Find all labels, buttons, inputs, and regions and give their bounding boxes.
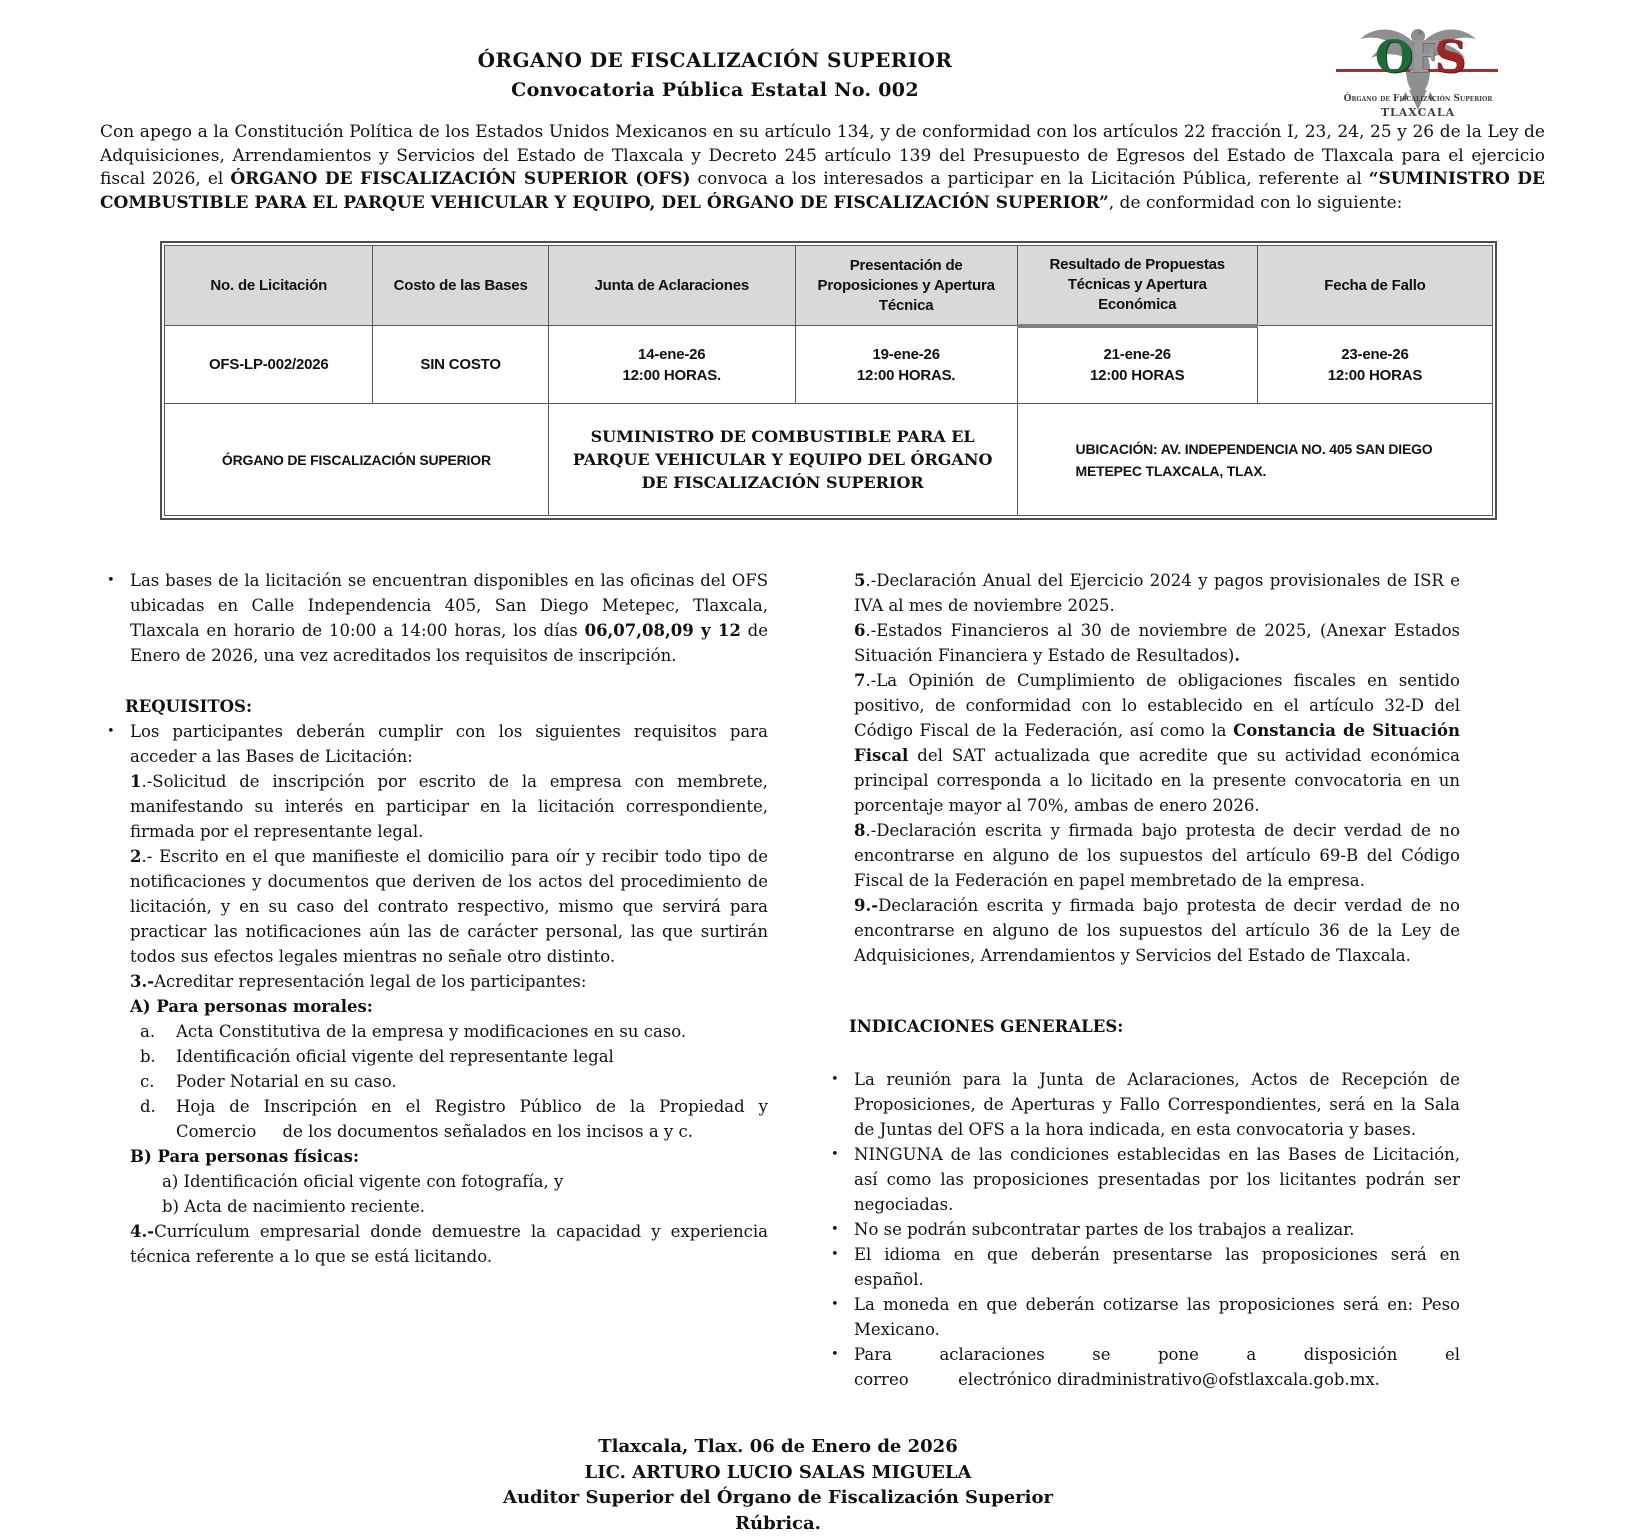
text-runs: 3.-Acreditar representación legal de los participantes: (130, 972, 586, 991)
text-runs: La reunión para la Junta de Aclaraciones, Actos de Recepción de Proposiciones, de Aperturas y Fallo Correspondientes, será en la Sala de Juntas del OFS a la hora indicada, en esta convocatoria y bases. (854, 1070, 1460, 1139)
requisitos-intro-bullet (100, 719, 768, 769)
document-header (100, 48, 1330, 101)
text-run: REQUISITOS: (125, 697, 252, 716)
cell-junta: 14-ene-26 12:00 HORAS. (548, 326, 795, 404)
right-column (824, 568, 1460, 1392)
cell-presentacion: 19-ene-26 12:00 HORAS. (795, 326, 1017, 404)
bullet-glyph: • (107, 568, 115, 593)
text-runs: 9.-Declaración escrita y firmada bajo protesta de decir verdad de no encontrarse en alguno de los supuestos del artículo 36 de la Ley de Adquisiciones, Arrendamientos y Servicios del Estado de Tlaxcala. (854, 896, 1460, 965)
body-columns (100, 568, 1545, 1392)
cell-costo: SIN COSTO (373, 326, 548, 404)
text-runs: Los participantes deberán cumplir con los siguientes requisitos para acceder a las Bases de Licitación: (130, 722, 768, 766)
indicacion-subcontratar (824, 1217, 1460, 1242)
header-costo-bases: Costo de las Bases (373, 246, 548, 326)
footer-signer-name: LIC. ARTURO LUCIO SALAS MIGUELA (100, 1460, 1456, 1486)
text-run: INDICACIONES GENERALES: (849, 1017, 1123, 1036)
text-line: correo electrónico diradministrativo@ofstlaxcala.gob.mx. (854, 1367, 1460, 1392)
requisito-2 (100, 844, 768, 969)
text-runs: Acta Constitutiva de la empresa y modificaciones en su caso. (176, 1022, 686, 1041)
indicacion-correo (824, 1342, 1460, 1392)
text-runs: No se podrán subcontratar partes de los trabajos a realizar. (854, 1220, 1355, 1239)
bullet-glyph: • (831, 1292, 839, 1317)
intro-section (100, 121, 1545, 215)
cell-resultado: 21-ene-26 12:00 HORAS (1017, 326, 1257, 404)
indicacion-idioma (824, 1242, 1460, 1292)
schedule-table-wrapper (160, 241, 1497, 520)
list-marker: b. (140, 1044, 156, 1069)
requisito-7 (824, 668, 1460, 818)
text-runs: Identificación oficial vigente del representante legal (176, 1047, 614, 1066)
footer-place-date: Tlaxcala, Tlax. 06 de Enero de 2026 (100, 1434, 1456, 1460)
fisicas-item-a (100, 1169, 768, 1194)
requisito-6 (824, 618, 1460, 668)
cell-fallo: 23-ene-26 12:00 HORAS (1257, 326, 1492, 404)
cell-licitacion: OFS-LP-002/2026 (165, 326, 373, 404)
left-column (100, 568, 768, 1392)
text-runs: 1.-Solicitud de inscripción por escrito de la empresa con membrete, manifestando su interés en participar en la licitación correspondiente, firmada por el representante legal. (130, 772, 768, 841)
header-resultado: Resultado de Propuestas Técnicas y Apertura Económica (1017, 246, 1257, 326)
list-marker: c. (140, 1069, 155, 1094)
text-line: Para aclaraciones se pone a disposición el (854, 1342, 1460, 1367)
text-runs: B) Para personas físicas: (130, 1147, 359, 1166)
indicacion-moneda (824, 1292, 1460, 1342)
list-marker: a. (140, 1019, 155, 1044)
ofs-logo (1334, 22, 1502, 122)
bases-disponibles-bullet (100, 568, 768, 668)
cell-ubicacion: UBICACIÓN: AV. INDEPENDENCIA NO. 405 SAN DIEGO METEPEC TLAXCALA, TLAX. (1017, 404, 1492, 516)
text-runs: Poder Notarial en su caso. (176, 1072, 397, 1091)
text-runs: 5.-Declaración Anual del Ejercicio 2024 y pagos provisionales de ISR e IVA al mes de noviembre 2025. (854, 571, 1460, 615)
text-runs: 4.-Currículum empresarial donde demuestre la capacidad y experiencia técnica referente a lo que se está licitando. (130, 1222, 768, 1266)
text-runs: La moneda en que deberán cotizarse las proposiciones será en: Peso Mexicano. (854, 1295, 1460, 1339)
fisicas-item-b (100, 1194, 768, 1219)
indicacion-ninguna (824, 1142, 1460, 1217)
text-runs: 2.- Escrito en el que manifieste el domicilio para oír y recibir todo tipo de notificaciones y documentos que deriven de los actos del procedimiento de licitación, y en su caso del contrato respectivo, mismo que servirá para practicar las notificaciones aún las de carácter personal, las que surtirán todos sus efectos legales mientras no señale otro distinto. (130, 847, 768, 966)
requisitos-heading (100, 694, 768, 719)
text-runs: A) Para personas morales: (130, 997, 373, 1016)
footer-rubrica: Rúbrica. (100, 1511, 1456, 1536)
logo-acronym: OFS (1334, 36, 1502, 80)
indicaciones-heading (824, 1014, 1460, 1039)
requisito-3 (100, 969, 768, 994)
page-subtitle: Convocatoria Pública Estatal No. 002 (100, 79, 1330, 101)
cell-convocante: ÓRGANO DE FISCALIZACIÓN SUPERIOR (165, 404, 549, 516)
table-header-row (165, 246, 1493, 326)
text-runs: 6.-Estados Financieros al 30 de noviembre de 2025, (Anexar Estados Situación Financiera y Estado de Resultados). (854, 621, 1460, 665)
schedule-table (164, 245, 1493, 516)
requisito-9 (824, 893, 1460, 968)
header-presentacion: Presentación de Proposiciones y Apertura Técnica (795, 246, 1017, 326)
footer-signer-role: Auditor Superior del Órgano de Fiscalización Superior (100, 1485, 1456, 1511)
requisito-1 (100, 769, 768, 844)
requisito-8 (824, 818, 1460, 893)
header-no-licitacion: No. de Licitación (165, 246, 373, 326)
text-runs: El idioma en que deberán presentarse las proposiciones será en español. (854, 1245, 1460, 1289)
bullet-glyph: • (831, 1242, 839, 1267)
bullet-glyph: • (831, 1142, 839, 1167)
intro-paragraph (100, 121, 1545, 215)
personas-fisicas-heading (100, 1144, 768, 1169)
signature-block (100, 1434, 1456, 1536)
indicacion-reunion (824, 1067, 1460, 1142)
header-fecha-fallo: Fecha de Fallo (1257, 246, 1492, 326)
text-runs: 8.-Declaración escrita y firmada bajo protesta de decir verdad de no encontrarse en alguno de los supuestos del artículo 69-B del Código Fiscal de la Federación en papel membretado de la empresa. (854, 821, 1460, 890)
logo-state: TLAXCALA (1334, 106, 1502, 119)
bullet-glyph: • (107, 719, 115, 744)
requisito-4 (100, 1219, 768, 1269)
morales-item-d (100, 1094, 768, 1144)
header-junta-aclaraciones: Junta de Aclaraciones (548, 246, 795, 326)
bullet-glyph: • (831, 1067, 839, 1092)
cell-objeto: SUMINISTRO DE COMBUSTIBLE PARA EL PARQUE VEHICULAR Y EQUIPO DEL ÓRGANO DE FISCALIZACIÓN SUPERIOR (548, 404, 1017, 516)
text-runs: a) Identificación oficial vigente con fotografía, y (162, 1172, 563, 1191)
bullet-glyph: • (831, 1342, 839, 1367)
text-runs: Las bases de la licitación se encuentran disponibles en las oficinas del OFS ubicadas en Calle Independencia 405, San Diego Metepec, Tlaxcala, Tlaxcala en horario de 10:00 a 14:00 horas, los días 06,07,08,09 y 12 de Enero de 2026, una vez acreditados los requisitos de inscripción. (130, 571, 768, 665)
detail-row (165, 404, 1493, 516)
text-runs: Hoja de Inscripción en el Registro Público de la Propiedad y Comercio de los documentos señalados en los incisos a y c. (176, 1097, 768, 1141)
morales-item-b (100, 1044, 768, 1069)
logo-caption: Órgano de Fiscalización Superior (1334, 94, 1502, 104)
requisito-5 (824, 568, 1460, 618)
text-runs: Con apego a la Constitución Política de los Estados Unidos Mexicanos en su artículo 134, y de conformidad con los artículos 22 fracción I, 23, 24, 25 y 26 de la Ley de Adquisiciones, Arrendamientos y Servicios del Estado de Tlaxcala y Decreto 245 artículo 139 del Presupuesto de Egresos del Estado de Tlaxcala para el ejercicio fiscal 2026, el ÓRGANO DE FISCALIZACIÓN SUPERIOR (OFS) convoca a los interesados a participar en la Licitación Pública, referente al “SUMINISTRO DE COMBUSTIBLE PARA EL PARQUE VEHICULAR Y EQUIPO, DEL ÓRGANO DE FISCALIZACIÓN SUPERIOR”, de conformidad con lo siguiente: (100, 122, 1545, 213)
morales-item-a (100, 1019, 768, 1044)
schedule-row (165, 326, 1493, 404)
page-title: ÓRGANO DE FISCALIZACIÓN SUPERIOR (100, 48, 1330, 72)
text-runs: NINGUNA de las condiciones establecidas en las Bases de Licitación, así como las proposiciones presentadas por los licitantes podrán ser negociadas. (854, 1145, 1460, 1214)
morales-item-c (100, 1069, 768, 1094)
list-marker: d. (140, 1094, 156, 1119)
personas-morales-heading (100, 994, 768, 1019)
bullet-glyph: • (831, 1217, 839, 1242)
text-runs: b) Acta de nacimiento reciente. (162, 1197, 425, 1216)
text-runs: 7.-La Opinión de Cumplimiento de obligaciones fiscales en sentido positivo, de conformidad con lo establecido en el artículo 32-D del Código Fiscal de la Federación, así como la Constancia de Situación Fiscal del SAT actualizada que acredite que su actividad económica principal corresponda a lo licitado en la presente convocatoria en un porcentaje mayor al 70%, ambas de enero 2026. (854, 671, 1460, 815)
